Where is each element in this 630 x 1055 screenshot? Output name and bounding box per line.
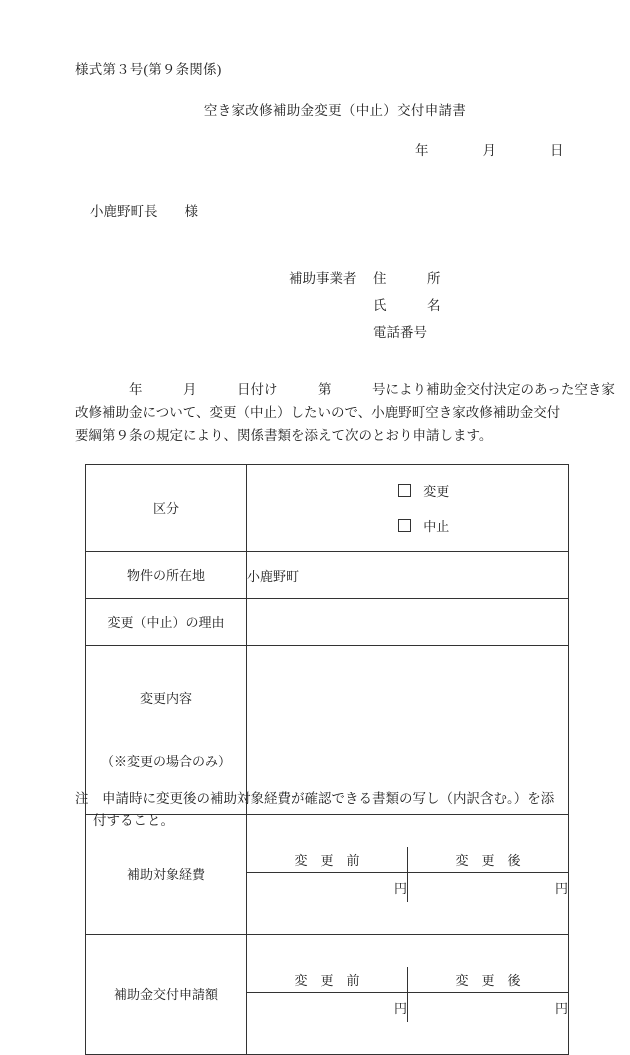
body-line-2: 改修補助金について、変更（中止）したいので、小鹿野町空き家改修補助金交付	[75, 405, 561, 420]
applicant-block	[289, 267, 441, 348]
category-options-cell	[247, 465, 569, 552]
subsidy-expense-before-unit: 円	[393, 881, 407, 896]
subsidy-expense-after-cell[interactable]	[408, 873, 569, 903]
checkbox-option-cancel[interactable]	[398, 516, 449, 535]
subsidy-amount-after-unit: 円	[554, 1001, 568, 1016]
subsidy-expense-after-unit: 円	[554, 881, 568, 896]
row-label-subsidy-application-amount: 補助金交付申請額	[86, 935, 247, 1055]
checkbox-option-change[interactable]	[398, 481, 449, 500]
row-label-property-location: 物件の所在地	[86, 552, 247, 599]
body-line-3: 要綱第９条の規定により、関係書類を添えて次のとおり申請します。	[75, 428, 493, 443]
form-number: 様式第３号(第９条関係)	[75, 62, 222, 77]
subsidy-expense-grid	[247, 815, 569, 935]
body-line-1: 年 月 日付け 第 号により補助金交付決定のあった空き家	[75, 382, 615, 397]
subsidy-amount-before-head: 変 更 前	[247, 967, 408, 993]
applicant-row-name	[289, 294, 441, 321]
subsidy-amount-after-head: 変 更 後	[408, 967, 569, 993]
row-label-change-detail-line2: （※変更の場合のみ）	[100, 754, 231, 769]
date-line: 年 月 日	[415, 143, 564, 158]
subsidy-amount-head-row	[247, 967, 568, 993]
table-row-subsidy-application-amount	[86, 935, 569, 1055]
document-title: 空き家改修補助金変更（中止）交付申請書	[203, 103, 467, 118]
table-row-reason	[86, 599, 569, 646]
applicant-heading: 補助事業者	[289, 271, 357, 286]
subsidy-amount-table	[247, 967, 568, 1022]
applicant-address-label: 住 所	[373, 271, 441, 286]
row-label-change-detail-line1: 変更内容	[139, 691, 192, 706]
checkbox-label-cancel: 中止	[423, 519, 450, 534]
checkbox-label-change: 変更	[423, 484, 450, 499]
table-row-property-location	[86, 552, 569, 599]
subsidy-expense-after-head: 変 更 後	[408, 847, 569, 873]
table-row-subsidy-expense	[86, 815, 569, 935]
subsidy-amount-grid	[247, 935, 569, 1055]
applicant-phone-label: 電話番号	[373, 325, 427, 340]
row-label-subsidy-expense: 補助対象経費	[86, 815, 247, 935]
subsidy-expense-head-row	[247, 847, 568, 873]
footnote-line-1: 注 申請時に変更後の補助対象経費が確認できる書類の写し（内訳含む。）を添	[75, 791, 555, 806]
subsidy-expense-before-cell[interactable]	[247, 873, 408, 903]
application-table	[85, 464, 569, 1055]
footnote-line-2: 付すること。	[93, 813, 174, 828]
checkbox-icon-cancel[interactable]	[398, 519, 411, 532]
subsidy-expense-before-head: 変 更 前	[247, 847, 408, 873]
subsidy-expense-value-row	[247, 873, 568, 903]
subsidy-amount-after-cell[interactable]	[408, 993, 569, 1023]
subsidy-amount-before-cell[interactable]	[247, 993, 408, 1023]
applicant-name-label: 氏 名	[373, 298, 441, 313]
applicant-row-phone	[289, 321, 441, 348]
row-label-category: 区分	[86, 465, 247, 552]
subsidy-expense-table	[247, 847, 568, 902]
applicant-row-address	[289, 267, 441, 294]
body-paragraph	[75, 378, 615, 447]
footnote	[75, 788, 575, 832]
row-label-reason: 変更（中止）の理由	[86, 599, 247, 646]
addressee-line: 小鹿野町長 様	[90, 204, 198, 219]
subsidy-amount-before-unit: 円	[393, 1001, 407, 1016]
table-row-category	[86, 465, 569, 552]
field-reason[interactable]	[247, 599, 569, 646]
checkbox-icon-change[interactable]	[398, 484, 411, 497]
subsidy-amount-value-row	[247, 993, 568, 1023]
field-property-location[interactable]: 小鹿野町	[247, 552, 569, 599]
